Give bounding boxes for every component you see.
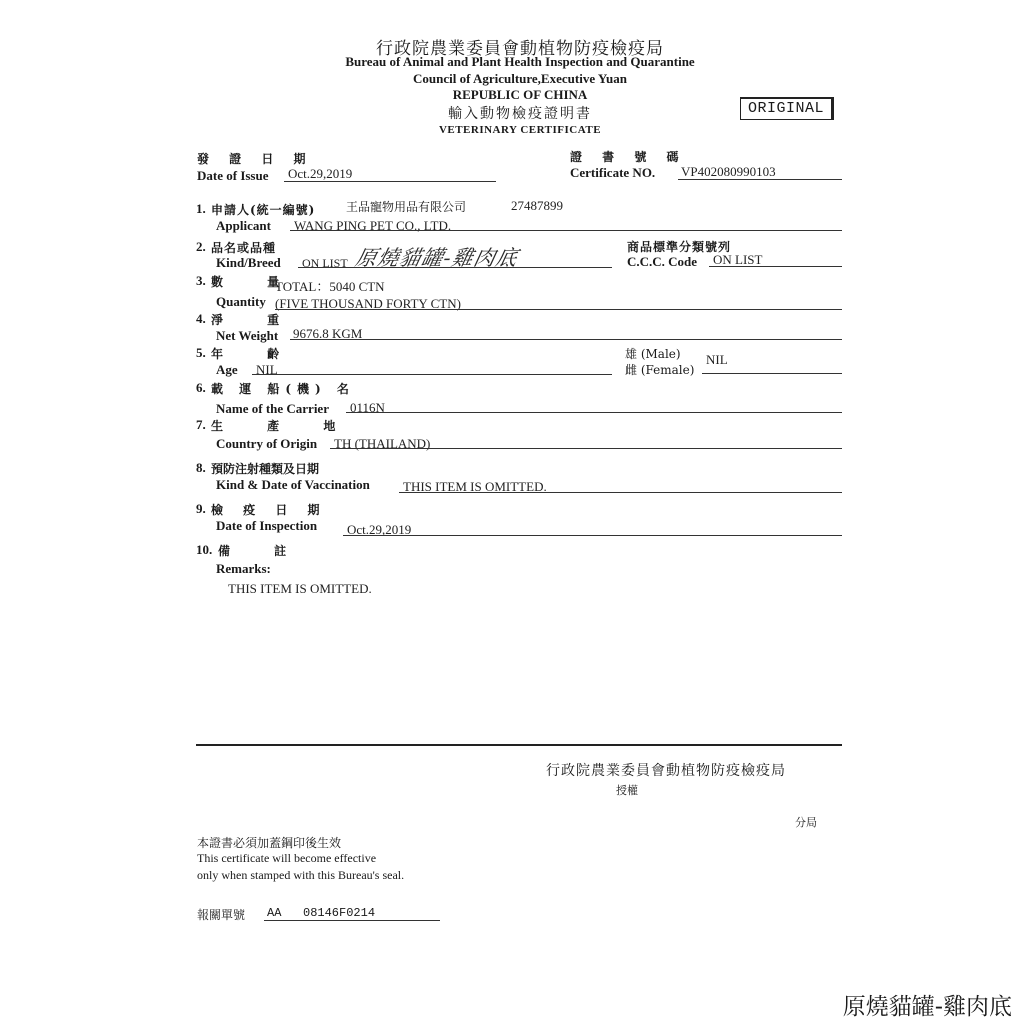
vaccination-label-zh: 預防注射種類及日期 xyxy=(211,462,320,476)
field-number: 5. xyxy=(196,345,206,360)
country-title: REPUBLIC OF CHINA xyxy=(452,87,588,102)
remarks-label-en: Remarks: xyxy=(216,561,271,576)
ccc-value: ON LIST xyxy=(713,252,763,267)
inspection-value: Oct.29,2019 xyxy=(347,522,412,537)
male-label: 雄 (Male) xyxy=(625,347,681,361)
carrier-label-zh: 載 運 船(機) 名 xyxy=(211,382,355,396)
authority-branch: 分局 xyxy=(795,816,817,829)
origin-value: TH (THAILAND) xyxy=(334,436,431,451)
issue-date-label-zh: 發 證 日 期 xyxy=(197,152,314,166)
weight-value: 9676.8 KGM xyxy=(293,326,363,341)
signature-separator xyxy=(196,744,842,746)
applicant-id: 27487899 xyxy=(511,198,563,213)
applicant-name-en: WANG PING PET CO., LTD. xyxy=(294,218,452,233)
age-value: NIL xyxy=(256,362,278,377)
issue-date-label-en: Date of Issue xyxy=(197,168,269,183)
ccc-label-zh: 商品標準分類號列 xyxy=(627,240,732,254)
original-stamp: ORIGINAL xyxy=(740,97,834,120)
sex-value: NIL xyxy=(706,352,728,367)
bureau-title-zh: 行政院農業委員會動植物防疫檢疫局 xyxy=(376,39,664,59)
council-title: Council of Agriculture,Executive Yuan xyxy=(412,71,628,86)
notice-en-line1: This certificate will become effective xyxy=(197,851,377,865)
notice-en-line2: only when stamped with this Bureau's seal. xyxy=(197,868,405,882)
issue-date-value: Oct.29,2019 xyxy=(288,166,353,181)
quantity-total: TOTAL：5040 CTN xyxy=(275,279,385,294)
origin-label-en: Country of Origin xyxy=(216,436,318,451)
female-label: 雌 (Female) xyxy=(625,363,695,377)
certificate-title-en: VETERINARY CERTIFICATE xyxy=(438,124,602,136)
ccc-label-en: C.C.C. Code xyxy=(627,254,698,269)
field-number: 4. xyxy=(196,311,206,326)
kind-value: ON LIST xyxy=(302,256,348,270)
applicant-label-en: Applicant xyxy=(216,218,271,233)
weight-label-zh: 淨 重 xyxy=(211,313,300,327)
remarks-value: THIS ITEM IS OMITTED. xyxy=(228,581,372,596)
applicant-name-zh: 王品寵物用品有限公司 xyxy=(346,200,467,214)
notice-zh: 本證書必須加蓋鋼印後生效 xyxy=(197,836,342,850)
carrier-label-en: Name of the Carrier xyxy=(216,401,329,416)
quantity-label-zh: 數 量 xyxy=(211,275,300,289)
carrier-value: 0116N xyxy=(350,400,385,415)
certificate-title-zh: 輸入動物檢疫證明書 xyxy=(448,106,592,122)
quantity-value: (FIVE THOUSAND FORTY CTN) xyxy=(275,296,461,311)
weight-label-en: Net Weight xyxy=(216,328,279,343)
field-number: 3. xyxy=(196,273,206,288)
remarks-label-zh: 備 註 xyxy=(218,544,307,558)
footer-caption: 原燒貓罐-雞肉底 xyxy=(842,994,1012,1020)
applicant-label-zh: 申請人(統一編號) xyxy=(211,203,316,217)
vaccination-label-en: Kind & Date of Vaccination xyxy=(216,477,370,492)
vaccination-value: THIS ITEM IS OMITTED. xyxy=(403,479,547,494)
inspection-label-en: Date of Inspection xyxy=(216,518,318,533)
field-number: 9. xyxy=(196,501,206,516)
kind-label-en: Kind/Breed xyxy=(216,255,281,270)
age-label-zh: 年 齡 xyxy=(211,347,300,361)
field-number: 2. xyxy=(196,239,206,254)
quantity-label-en: Quantity xyxy=(216,294,266,309)
field-number: 7. xyxy=(196,417,206,432)
bureau-title-en: Bureau of Animal and Plant Health Inspection and Quarantine xyxy=(345,54,695,69)
field-number: 8. xyxy=(196,460,206,475)
certificate-no-value: VP402080990103 xyxy=(681,164,776,179)
declaration-label: 報關單號 xyxy=(197,908,246,922)
certificate-no-label-en: Certificate NO. xyxy=(570,165,656,180)
kind-handwritten-note: 原燒貓罐-雞肉底 xyxy=(353,246,521,270)
authority-authorized: 授權 xyxy=(616,784,638,797)
age-label-en: Age xyxy=(216,362,238,377)
origin-label-zh: 生 產 地 xyxy=(211,419,356,433)
kind-label-zh: 品名或品種 xyxy=(211,241,277,255)
inspection-label-zh: 檢 疫 日 期 xyxy=(211,503,328,517)
declaration-value: AA 08146F0214 xyxy=(267,906,376,920)
field-number: 6. xyxy=(196,380,206,395)
authority-bureau-zh: 行政院農業委員會動植物防疫檢疫局 xyxy=(546,763,786,779)
certificate-no-label-zh: 證 書 號 碼 xyxy=(570,150,687,164)
field-number: 10. xyxy=(196,542,213,557)
field-number: 1. xyxy=(196,201,206,216)
